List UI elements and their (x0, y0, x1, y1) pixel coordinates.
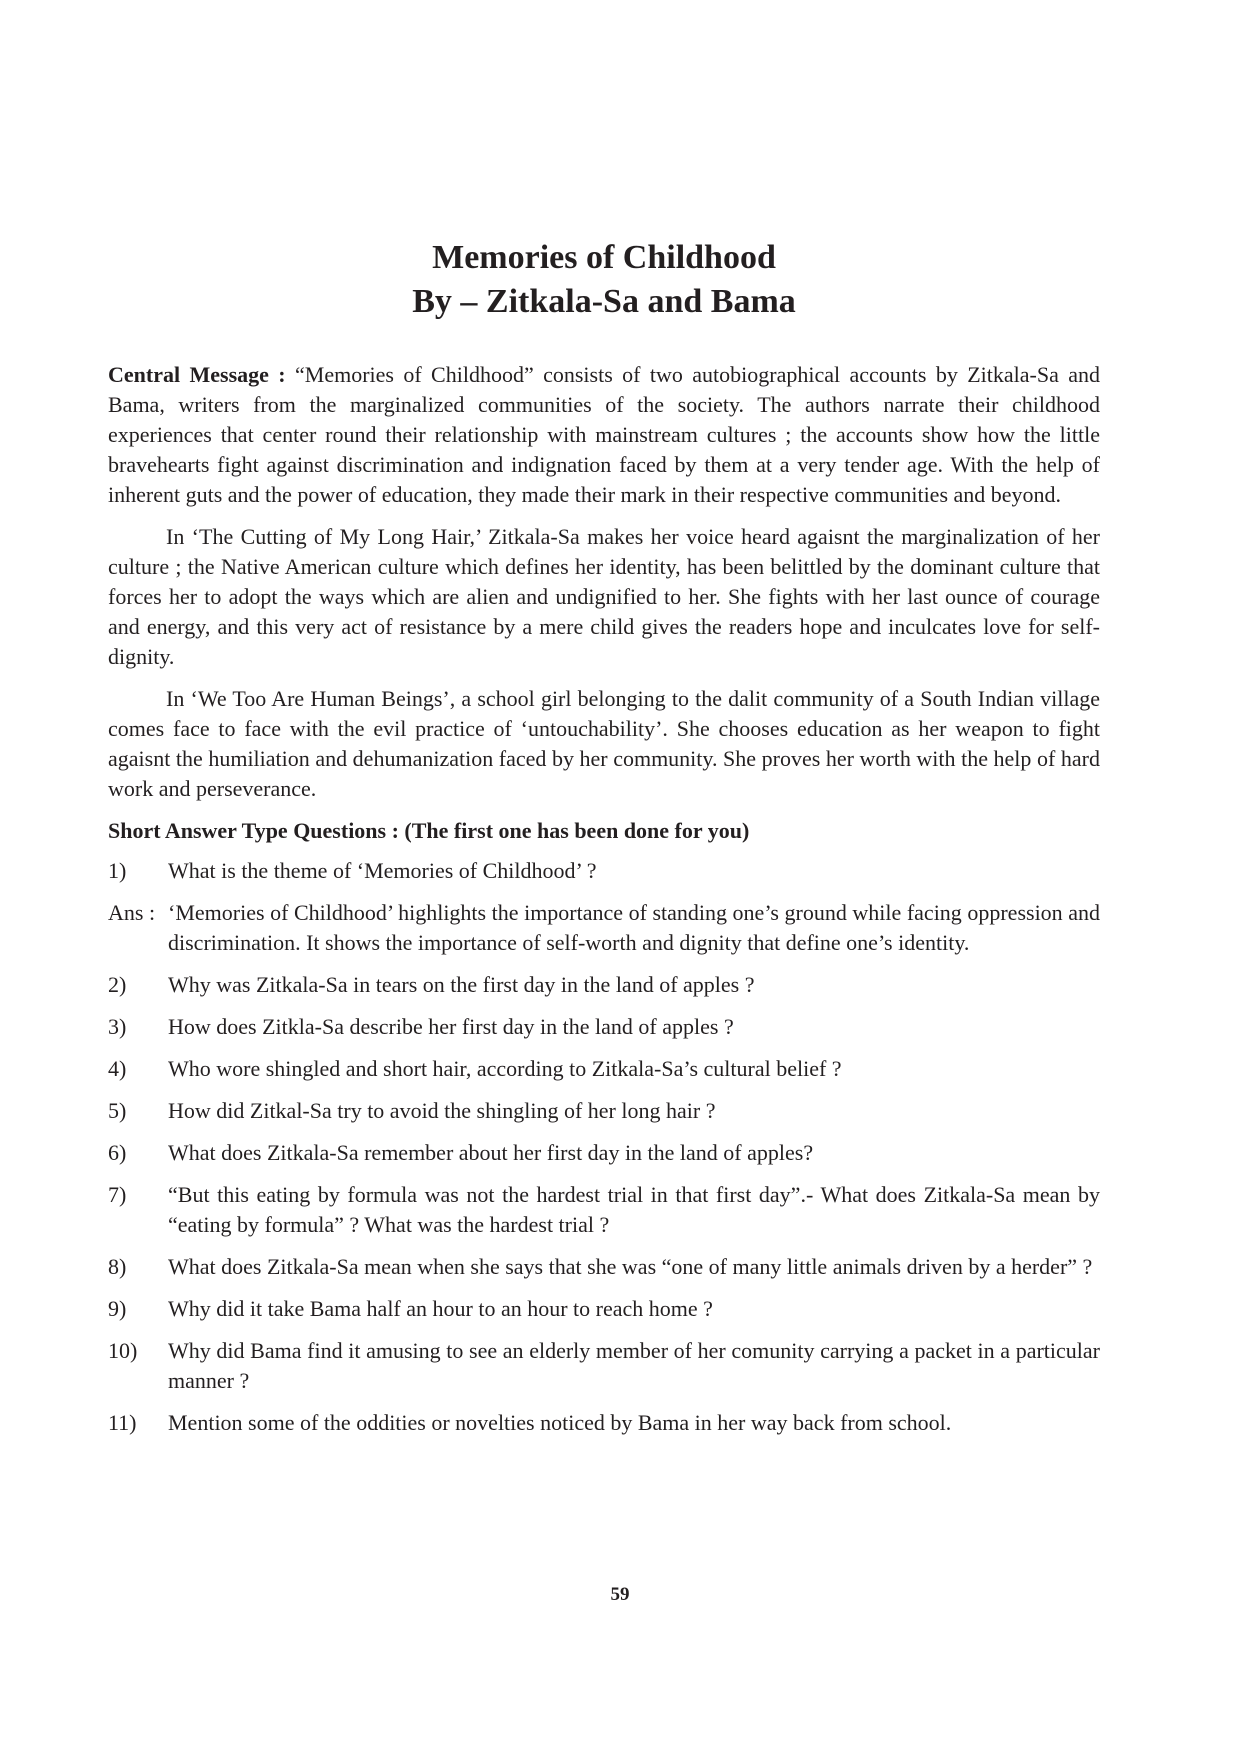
question-item (108, 1294, 1100, 1324)
page-title: Memories of Childhood (432, 239, 776, 276)
question-text: Why did Bama find it amusing to see an elderly member of her comunity carrying a packet in a particular manner ? (168, 1338, 1100, 1393)
question-item (108, 1408, 1100, 1438)
question-number: 11) (108, 1410, 137, 1435)
question-item (108, 970, 1100, 1000)
central-message (108, 360, 1100, 510)
question-item (108, 1180, 1100, 1240)
question-text: How did Zitkal-Sa try to avoid the shingling of her long hair ? (168, 1098, 716, 1123)
question-number: 4) (108, 1056, 127, 1081)
page-number: 59 (610, 1584, 630, 1605)
page-content (108, 236, 1100, 1450)
question-text: What is the theme of ‘Memories of Childhood’ ? (168, 858, 597, 883)
question-number: 9) (108, 1296, 127, 1321)
question-item (108, 1252, 1100, 1282)
questions-heading: Short Answer Type Questions : (The first one has been done for you) (108, 818, 750, 843)
title-block (108, 236, 1100, 324)
question-item (108, 1096, 1100, 1126)
question-text: Why was Zitkala-Sa in tears on the first day in the land of apples ? (168, 972, 755, 997)
paragraph-human-beings: In ‘We Too Are Human Beings’, a school girl belonging to the dalit community of a South Indian village comes face to face with the evil practice of ‘untouchability’. She chooses education as her weapon to fight agaisnt the humiliation and dehumanization faced by her community. She proves her worth with the help of hard work and perseverance. (108, 686, 1100, 801)
question-number: 7) (108, 1182, 127, 1207)
question-text: How does Zitkla-Sa describe her first day in the land of apples ? (168, 1014, 734, 1039)
question-number: 10) (108, 1338, 138, 1363)
answer-label: Ans : (108, 900, 156, 925)
question-text: Who wore shingled and short hair, according to Zitkala-Sa’s cultural belief ? (168, 1056, 842, 1081)
question-text: Why did it take Bama half an hour to an hour to reach home ? (168, 1296, 713, 1321)
question-text: What does Zitkala-Sa remember about her first day in the land of apples? (168, 1140, 814, 1165)
question-item (108, 856, 1100, 886)
question-item (108, 1336, 1100, 1396)
answer-text: ‘Memories of Childhood’ highlights the importance of standing one’s ground while facing oppression and discrimination. It shows the importance of self-worth and dignity that define one’s identity. (168, 900, 1100, 955)
question-text: What does Zitkala-Sa mean when she says that she was “one of many little animals driven by a herder” ? (168, 1254, 1093, 1279)
question-text: Mention some of the oddities or novelties noticed by Bama in her way back from school. (168, 1410, 952, 1435)
central-message-label: Central Message : (108, 362, 286, 387)
paragraph-cutting-hair: In ‘The Cutting of My Long Hair,’ Zitkala-Sa makes her voice heard agaisnt the marginalization of her culture ; the Native American culture which defines her identity, has been belittled by the dominant culture that forces her to adopt the ways which are alien and undignified to her. She fights with her last ounce of courage and energy, and this very act of resistance by a mere child gives the readers hope and inculcates love for self-dignity. (108, 524, 1100, 669)
answer-item (108, 898, 1100, 958)
question-number: 1) (108, 858, 127, 883)
question-text: “But this eating by formula was not the hardest trial in that first day”.- What does Zitkala-Sa mean by “eating by formula” ? What was the hardest trial ? (168, 1182, 1100, 1237)
question-item (108, 1012, 1100, 1042)
question-number: 3) (108, 1014, 127, 1039)
question-item (108, 1054, 1100, 1084)
question-number: 2) (108, 972, 127, 997)
page-subtitle: By – Zitkala-Sa and Bama (412, 283, 796, 320)
question-number: 6) (108, 1140, 127, 1165)
question-item (108, 1138, 1100, 1168)
question-number: 8) (108, 1254, 127, 1279)
central-message-text: “Memories of Childhood” consists of two autobiographical accounts by Zitkala-Sa and Bama, writers from the marginalized communities of the society. The authors narrate their childhood experiences that center round their relationship with mainstream cultures ; the accounts show how the little bravehearts fight against discrimination and indignation faced by them at a very tender age. With the help of inherent guts and the power of education, they made their mark in their respective communities and beyond. (108, 362, 1100, 507)
question-number: 5) (108, 1098, 127, 1123)
